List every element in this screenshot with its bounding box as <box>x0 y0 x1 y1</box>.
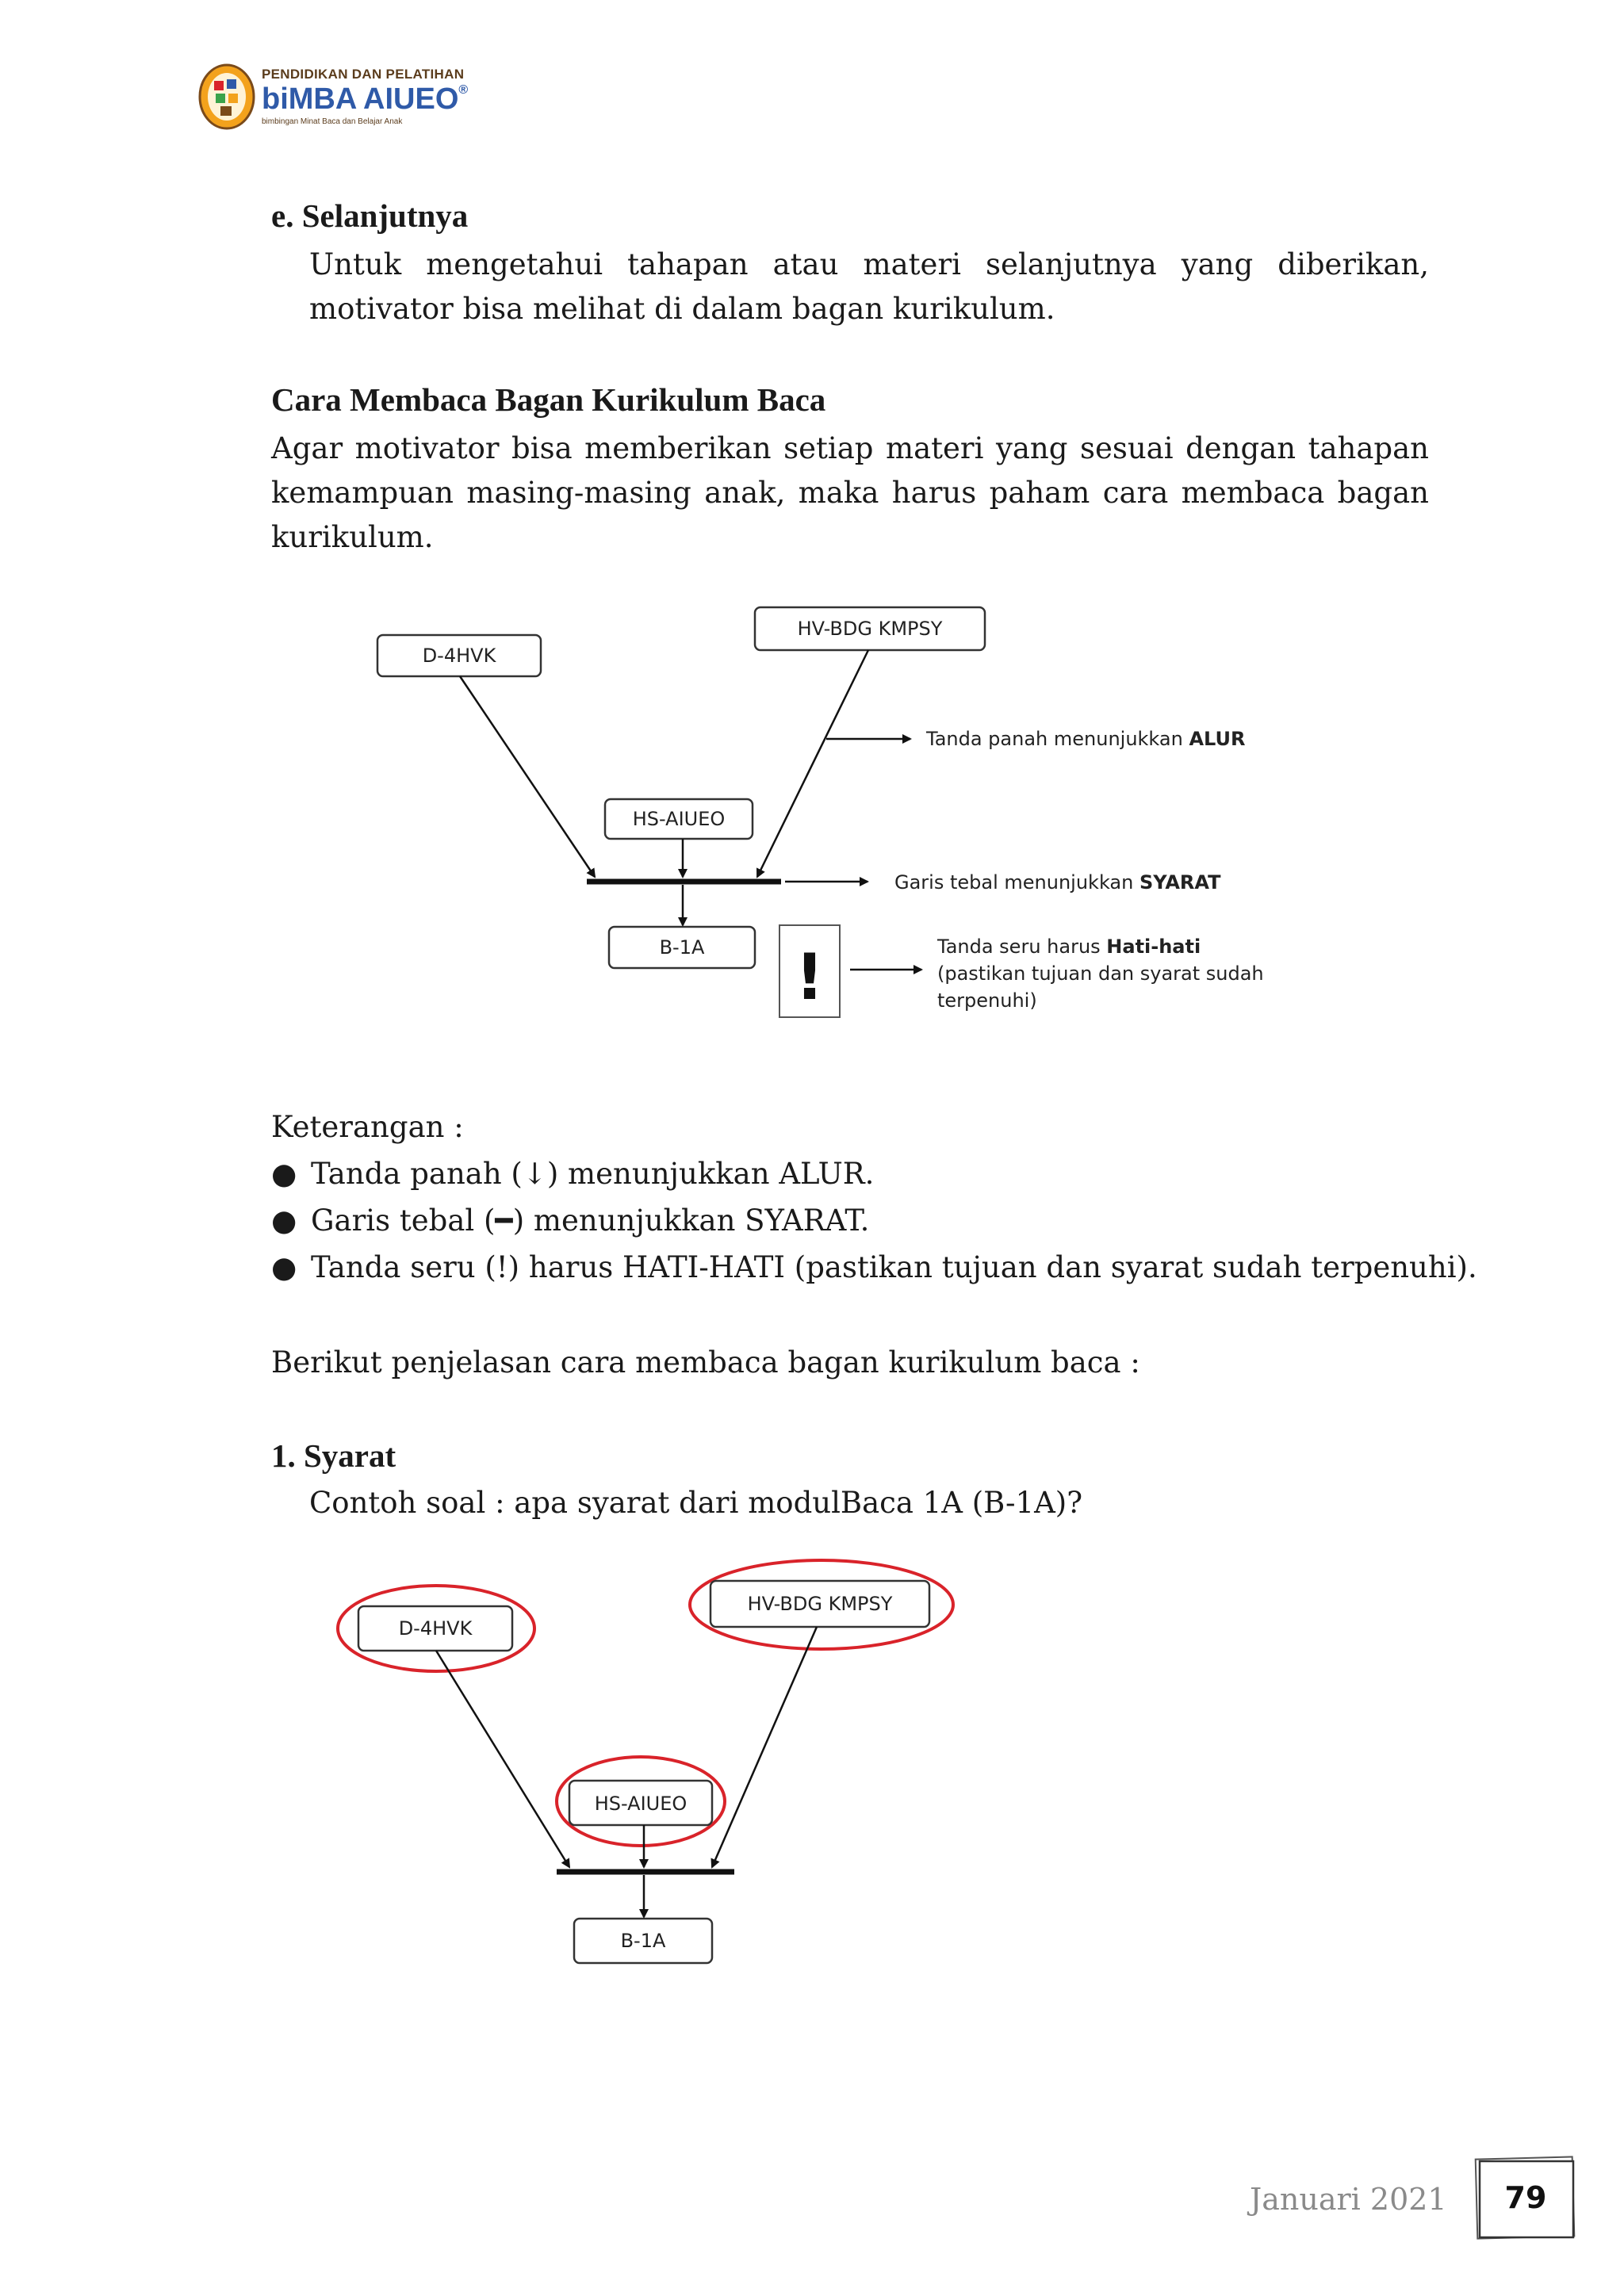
node-b1a <box>609 927 755 968</box>
syarat-title: 1. Syarat <box>271 1437 396 1474</box>
node-b1a-label: B-1A <box>659 936 705 959</box>
cara-title: Cara Membaca Bagan Kurikulum Baca <box>271 381 826 418</box>
logo-emblem-icon <box>198 62 255 130</box>
curriculum-legend-diagram <box>333 587 1316 1031</box>
bullet-dot: ● <box>271 1157 297 1191</box>
logo-tagline: bimbingan Minat Baca dan Belajar Anak <box>262 117 403 126</box>
arrow-hvbdg <box>712 1627 817 1867</box>
exclamation-box <box>779 925 840 1017</box>
keterangan-item-3-text: Tanda seru (!) harus HATI-HATI (pastikan tujuan dan syarat sudah terpenuhi). <box>311 1250 1477 1284</box>
node-d4hvk-label: D-4HVK <box>398 1617 473 1640</box>
keterangan-item-1 <box>271 1152 874 1196</box>
node-d4hvk <box>377 635 541 676</box>
node-d4hvk-label: D-4HVK <box>422 645 496 667</box>
node-d4hvk <box>358 1606 512 1651</box>
cara-text: Agar motivator bisa memberikan setiap materi yang sesuai dengan tahapan kemampuan masing-masing anak, maka harus paham cara membaca bagan kurikulum. <box>271 431 1429 554</box>
bullet-dot: ● <box>271 1250 297 1284</box>
footer-date: Januari 2021 <box>1250 2182 1447 2217</box>
logo-brand: biMBA AIUEO <box>262 82 459 116</box>
node-b1a <box>574 1919 712 1963</box>
node-hvbdg-label: HV-BDG KMPSY <box>747 1593 893 1615</box>
section-e-title: e. Selanjutnya <box>271 197 469 234</box>
node-hsaiueo-label: HS-AIUEO <box>594 1793 688 1815</box>
keterangan-item-2 <box>271 1199 869 1243</box>
logo-top-text: PENDIDIKAN DAN PELATIHAN <box>262 67 465 82</box>
logo-reg: ® <box>458 83 469 97</box>
keterangan-item-2-text: Garis tebal (━) menunjukkan SYARAT. <box>311 1203 870 1238</box>
legend-excl-line3: terpenuhi) <box>937 989 1037 1012</box>
node-hvbdg <box>755 607 985 650</box>
node-hsaiueo <box>605 799 753 839</box>
legend-excl-line1: Tanda seru harus Hati-hati <box>937 936 1201 958</box>
page-number-box <box>1472 2155 1580 2242</box>
legend-excl-line2: (pastikan tujuan dan syarat sudah <box>937 962 1264 985</box>
page-number: 79 <box>1504 2180 1547 2215</box>
keterangan-item-1-text: Tanda panah (↓) menunjukkan ALUR. <box>311 1157 875 1191</box>
legend-syarat: Garis tebal menunjukkan SYARAT <box>894 871 1221 894</box>
keterangan-item-3 <box>271 1246 1477 1290</box>
arrow-d4hvk <box>460 676 595 877</box>
node-b1a-label: B-1A <box>620 1930 666 1952</box>
exclamation-mark: ! <box>795 940 825 1014</box>
node-hsaiueo-label: HS-AIUEO <box>632 808 726 830</box>
legend-alur: Tanda panah menunjukkan ALUR <box>926 728 1246 750</box>
section-e-text: Untuk mengetahui tahapan atau materi selanjutnya yang diberikan, motivator bisa melihat di dalam bagan kurikulum. <box>309 247 1429 326</box>
node-hvbdg <box>710 1581 929 1627</box>
bullet-dot: ● <box>271 1203 297 1238</box>
keterangan-title: Keterangan : <box>271 1110 464 1144</box>
syarat-text: Contoh soal : apa syarat dari modulBaca 1A (B-1A)? <box>309 1486 1083 1520</box>
node-hsaiueo <box>569 1781 712 1825</box>
logo-main-text <box>262 84 468 114</box>
arrow-hvbdg <box>757 650 868 877</box>
berikut-text: Berikut penjelasan cara membaca bagan kurikulum baca : <box>271 1345 1140 1380</box>
arrow-d4hvk <box>436 1651 569 1867</box>
logo <box>198 62 469 132</box>
node-hvbdg-label: HV-BDG KMPSY <box>797 618 943 640</box>
syarat-example-diagram <box>317 1554 983 1982</box>
